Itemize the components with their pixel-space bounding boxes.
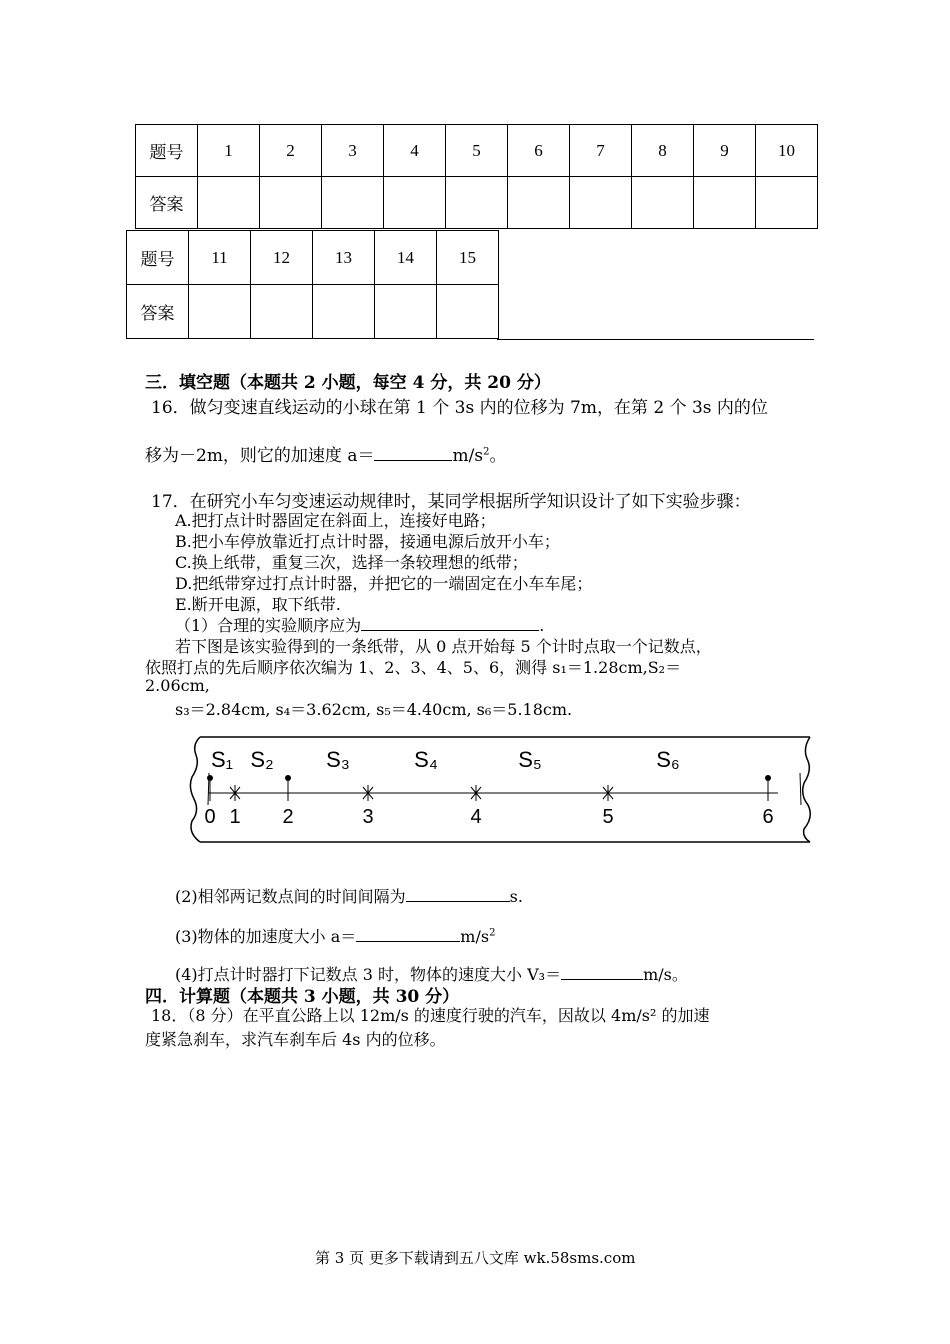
question-number: 4 xyxy=(384,125,446,177)
answer-cell[interactable] xyxy=(384,177,446,229)
answer-cell[interactable] xyxy=(322,177,384,229)
answer-cell[interactable] xyxy=(694,177,756,229)
answer-cell[interactable] xyxy=(570,177,632,229)
tape-dot xyxy=(207,775,213,781)
answer-cell[interactable] xyxy=(508,177,570,229)
question-number: 10 xyxy=(756,125,818,177)
tape-inner-left xyxy=(208,773,801,805)
q17-part-2: (2)相邻两记数点间的时间间隔为 s. xyxy=(175,887,523,906)
q16-line-1: 16．做匀变速直线运动的小球在第 1 个 3s 内的位移为 7m，在第 2 个 3s 内的位 xyxy=(151,398,768,418)
q17-desc-2: 依照打点的先后顺序依次编为 1、2、3、4、5、6，测得 s₁＝1.28cm,S₂＝ xyxy=(145,658,682,677)
section-4-heading: 四．计算题（本题共 3 小题，共 30 分） xyxy=(145,987,460,1007)
tape-segment-label: S₅ xyxy=(518,747,542,772)
answer-cell[interactable] xyxy=(251,285,313,339)
tape-left-tear xyxy=(190,737,200,842)
q17-step-c: C.换上纸带，重复三次，选择一条较理想的纸带； xyxy=(175,553,528,572)
q16-text: 移为－2m，则它的加速度 a＝ xyxy=(145,446,375,466)
tape-point-label: 4 xyxy=(470,806,482,828)
section-3-heading: 三．填空题（本题共 2 小题，每空 4 分，共 20 分） xyxy=(145,373,551,393)
question-number: 14 xyxy=(375,231,437,285)
tape-dot xyxy=(765,775,771,781)
question-number: 6 xyxy=(508,125,570,177)
table-label-answer: 答案 xyxy=(127,285,189,339)
answer-cell[interactable] xyxy=(446,177,508,229)
q18-line-1: 18．（8 分）在平直公路上以 12m/s 的速度行驶的汽车，因故以 4m/s² 的加速 xyxy=(151,1006,710,1025)
answer-cell[interactable] xyxy=(198,177,260,229)
tape-point-label: 2 xyxy=(282,806,294,828)
table-label-answer: 答案 xyxy=(136,177,198,229)
table-label-no: 题号 xyxy=(136,125,198,177)
q16-unit-exponent: 2 xyxy=(483,446,490,458)
q17-part-3: (3)物体的加速度大小 $a= m/s^2$ xyxy=(175,927,496,946)
paper-tape-figure xyxy=(180,725,820,853)
question-number: 1 xyxy=(198,125,260,177)
tape-segment-label: S₂ xyxy=(250,747,274,772)
tape-right-tear xyxy=(803,737,811,842)
question-number: 8 xyxy=(632,125,694,177)
q17-intro: 17．在研究小车匀变速运动规律时，某同学根据所学知识设计了如下实验步骤： xyxy=(151,492,751,512)
question-number: 13 xyxy=(313,231,375,285)
q17-desc-3: 2.06cm, xyxy=(145,676,210,695)
q17-desc-4: s₃＝2.84cm, s₄＝3.62cm, s₅＝4.40cm, s₆＝5.18cm. xyxy=(175,700,573,719)
tape-point-label: 3 xyxy=(362,806,374,828)
q17-step-b: B.把小车停放靠近打点计时器，接通电源后放开小车； xyxy=(175,532,560,551)
question-number: 11 xyxy=(189,231,251,285)
q17-step-e: E.断开电源，取下纸带. xyxy=(175,595,341,614)
q17-part-4: (4)打点计时器打下记数点 3 时，物体的速度大小 V₃＝ m/s。 xyxy=(175,965,688,984)
tape-segment-label: S₆ xyxy=(656,747,680,772)
table-row xyxy=(136,125,818,177)
tape-point-label: 5 xyxy=(602,806,614,828)
question-number: 5 xyxy=(446,125,508,177)
tape-segment-label: S₄ xyxy=(414,747,438,772)
answer-table-1 xyxy=(135,124,818,229)
q16-end: 。 xyxy=(489,446,507,466)
tape-segment-label: S₁ xyxy=(210,747,234,772)
question-number: 7 xyxy=(570,125,632,177)
tape-dot xyxy=(285,775,291,781)
question-number: 2 xyxy=(260,125,322,177)
question-number: 3 xyxy=(322,125,384,177)
q16-line-2 xyxy=(145,441,506,466)
answer-cell[interactable] xyxy=(313,285,375,339)
answer-cell[interactable] xyxy=(756,177,818,229)
q17-part-1: （1）合理的实验顺序应为 . xyxy=(175,616,545,635)
q16-unit: m/s xyxy=(452,446,484,466)
answer-cell[interactable] xyxy=(260,177,322,229)
tape-segment-label: S₃ xyxy=(326,747,350,772)
tape-point-label: 1 xyxy=(229,806,241,828)
question-number: 15 xyxy=(437,231,499,285)
q16-answer-blank[interactable] xyxy=(374,446,452,461)
answer-cell[interactable] xyxy=(437,285,499,339)
table-row xyxy=(127,231,499,285)
question-number: 12 xyxy=(251,231,313,285)
q17-step-d: D.把纸带穿过打点计时器，并把它的一端固定在小车车尾； xyxy=(175,574,593,593)
table-row xyxy=(127,285,499,339)
answer-cell[interactable] xyxy=(189,285,251,339)
page-footer: 第 3 页 更多下载请到五八文库 wk.58sms.com xyxy=(315,1249,636,1267)
answer-table-2 xyxy=(126,230,499,339)
table-bottom-rule xyxy=(497,339,814,340)
question-number: 9 xyxy=(694,125,756,177)
answer-cell[interactable] xyxy=(375,285,437,339)
tape-point-label: 6 xyxy=(762,806,774,828)
q17-desc-1: 若下图是该实验得到的一条纸带，从 0 点开始每 5 个计时点取一个记数点， xyxy=(175,637,712,656)
answer-cell[interactable] xyxy=(632,177,694,229)
q17-step-a: A.把打点计时器固定在斜面上，连接好电路； xyxy=(175,511,496,530)
q17-3-answer-blank[interactable] xyxy=(356,927,460,942)
q17-4-answer-blank[interactable] xyxy=(561,965,643,980)
q18-line-2: 度紧急刹车，求汽车刹车后 4s 内的位移。 xyxy=(145,1030,446,1049)
tape-point-label: 0 xyxy=(204,806,216,828)
table-label-no: 题号 xyxy=(127,231,189,285)
q17-1-answer-blank[interactable] xyxy=(361,616,539,631)
table-row xyxy=(136,177,818,229)
q17-2-answer-blank[interactable] xyxy=(406,887,510,902)
